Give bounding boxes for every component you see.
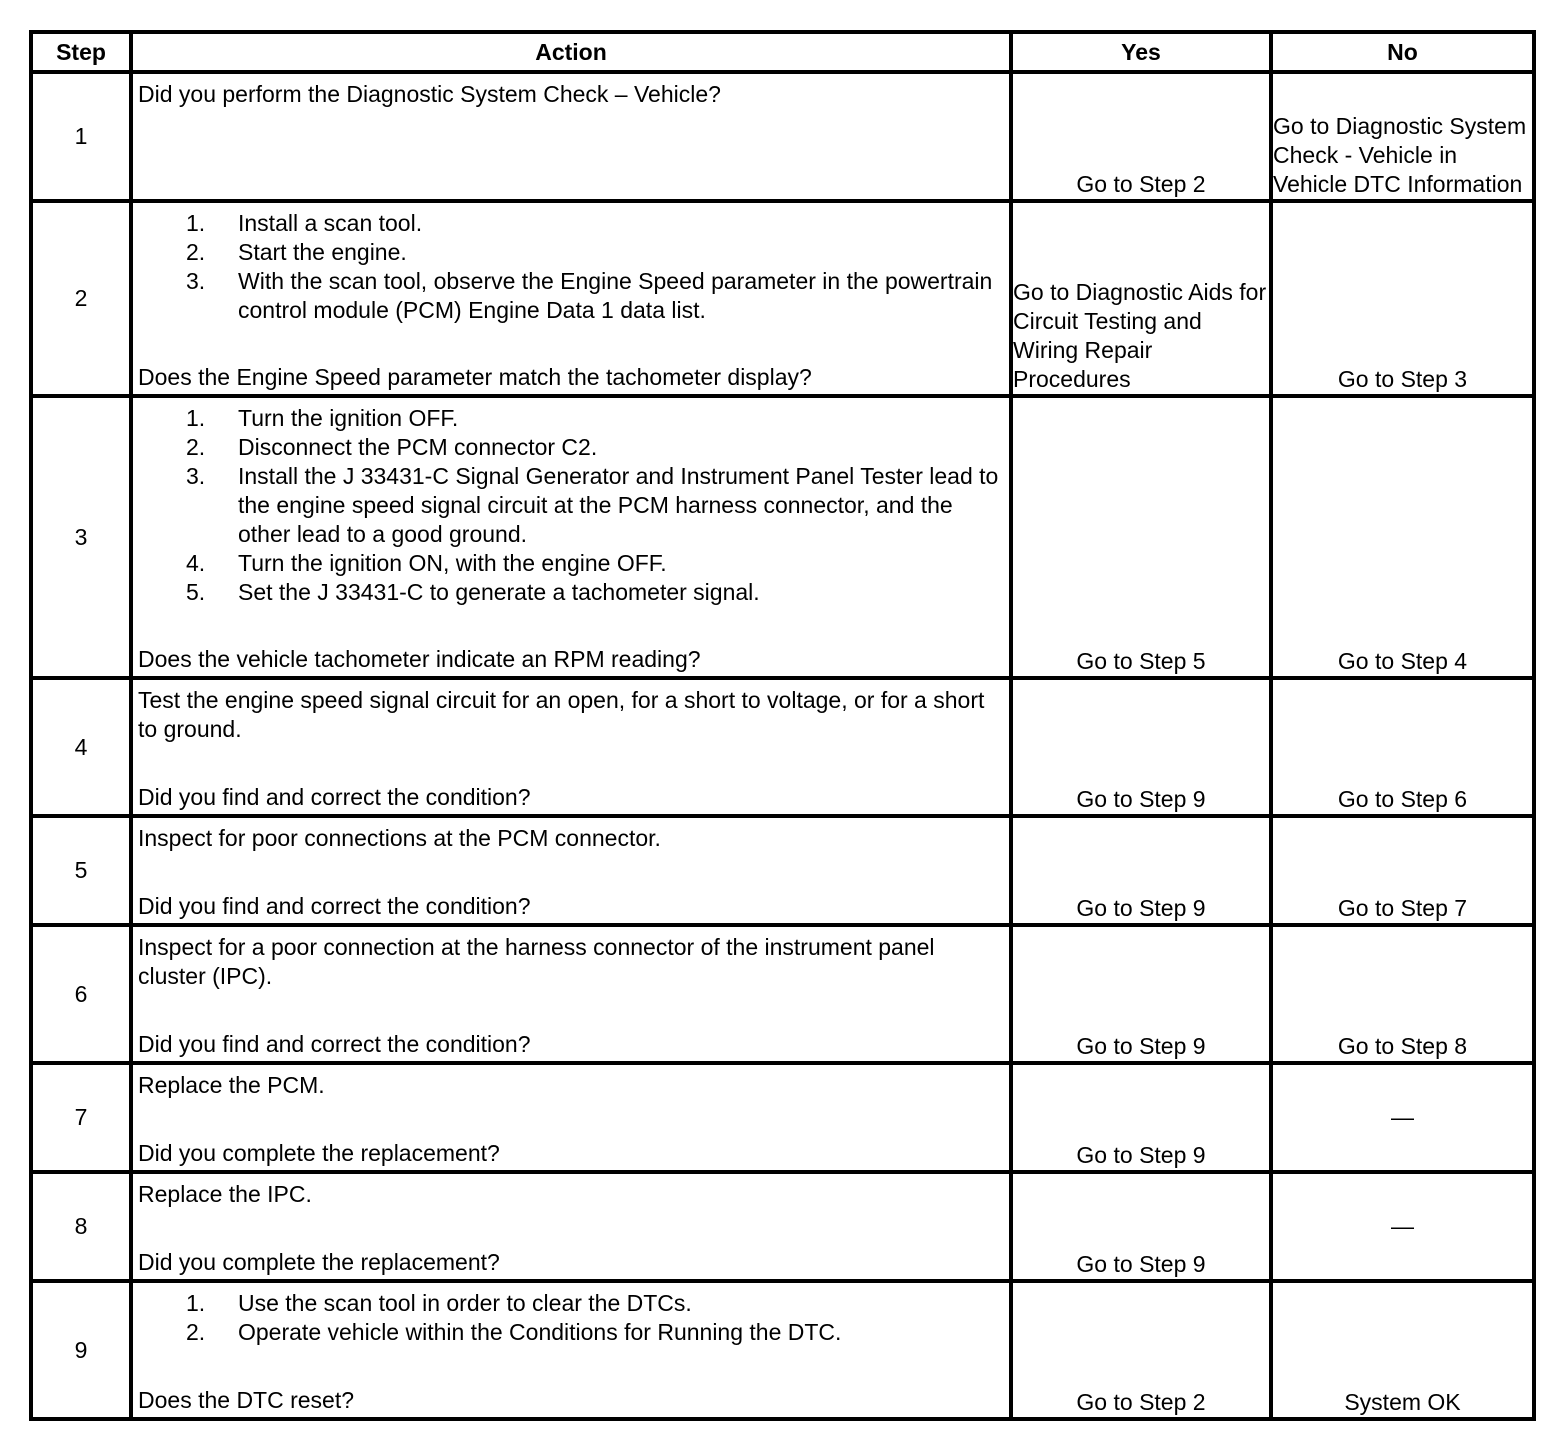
table-row (31, 816, 1534, 925)
step-number: 8 (31, 1172, 131, 1281)
action-cell (131, 1063, 1011, 1172)
action-step-item: 1. Turn the ignition OFF. (186, 405, 459, 431)
table-row (31, 1063, 1534, 1172)
yes-outcome: Go to Step 5 (1011, 396, 1271, 678)
table-row (31, 1281, 1534, 1419)
action-step-item: 5. Set the J 33431-C to generate a tachometer signal. (186, 579, 760, 605)
action-steps (138, 1289, 1004, 1347)
action-question: Did you complete the replacement? (138, 1140, 500, 1166)
action-cell (131, 1172, 1011, 1281)
table-row (31, 72, 1534, 201)
action-instruction: Replace the IPC. (138, 1181, 312, 1207)
action-question: Did you perform the Diagnostic System Check – Vehicle? (138, 81, 721, 107)
action-step-item: 3. Install the J 33431-C Signal Generator and Instrument Panel Tester lead to the engine speed signal circuit at the PCM harness connector, and the other lead to a good ground. (186, 463, 999, 547)
header-row (31, 32, 1534, 72)
no-outcome: Go to Step 7 (1271, 816, 1534, 925)
step-number: 5 (31, 816, 131, 925)
action-instruction: Inspect for poor connections at the PCM connector. (138, 825, 661, 851)
action-steps (138, 404, 1004, 607)
header-step: Step (31, 32, 131, 72)
action-cell (131, 678, 1011, 816)
table-row (31, 201, 1534, 396)
diagnostic-table (29, 30, 1536, 1421)
action-instruction: Test the engine speed signal circuit for an open, for a short to voltage, or for a short to ground. (138, 687, 985, 742)
action-question: Did you find and correct the condition? (138, 784, 531, 810)
step-number: 1 (31, 72, 131, 201)
step-number: 7 (31, 1063, 131, 1172)
action-cell (131, 1281, 1011, 1419)
no-outcome: Go to Step 6 (1271, 678, 1534, 816)
action-cell (131, 816, 1011, 925)
no-outcome: Go to Step 3 (1271, 201, 1534, 396)
yes-outcome: Go to Step 9 (1011, 1063, 1271, 1172)
yes-outcome: Go to Step 2 (1011, 72, 1271, 201)
action-steps (138, 209, 1004, 325)
action-step-item: 3. With the scan tool, observe the Engine Speed parameter in the powertrain control module (PCM) Engine Data 1 data list. (186, 268, 993, 323)
yes-outcome: Go to Step 9 (1011, 678, 1271, 816)
step-number: 6 (31, 925, 131, 1063)
step-number: 2 (31, 201, 131, 396)
action-cell (131, 925, 1011, 1063)
no-outcome: Go to Step 4 (1271, 396, 1534, 678)
step-number: 3 (31, 396, 131, 678)
action-question: Does the vehicle tachometer indicate an RPM reading? (138, 646, 701, 672)
header-yes: Yes (1011, 32, 1271, 72)
action-step-item: 2. Disconnect the PCM connector C2. (186, 434, 598, 460)
step-number: 9 (31, 1281, 131, 1419)
header-no: No (1271, 32, 1534, 72)
yes-outcome: Go to Step 9 (1011, 1172, 1271, 1281)
action-cell (131, 72, 1011, 201)
header-action: Action (131, 32, 1011, 72)
no-outcome: Go to Step 8 (1271, 925, 1534, 1063)
yes-outcome: Go to Diagnostic Aids for Circuit Testing and Wiring Repair Procedures (1011, 201, 1271, 396)
action-step-item: 2. Operate vehicle within the Conditions for Running the DTC. (186, 1319, 842, 1345)
no-outcome: — (1271, 1063, 1534, 1172)
action-question: Does the DTC reset? (138, 1387, 355, 1413)
action-instruction: Replace the PCM. (138, 1072, 325, 1098)
table-row (31, 678, 1534, 816)
action-step-item: 1. Use the scan tool in order to clear the DTCs. (186, 1290, 692, 1316)
action-question: Did you find and correct the condition? (138, 893, 531, 919)
action-cell (131, 201, 1011, 396)
action-step-item: 4. Turn the ignition ON, with the engine OFF. (186, 550, 667, 576)
table-row (31, 925, 1534, 1063)
action-cell (131, 396, 1011, 678)
no-outcome: Go to Diagnostic System Check - Vehicle in Vehicle DTC Information (1271, 72, 1534, 201)
step-number: 4 (31, 678, 131, 816)
yes-outcome: Go to Step 2 (1011, 1281, 1271, 1419)
no-outcome: — (1271, 1172, 1534, 1281)
no-outcome: System OK (1271, 1281, 1534, 1419)
action-question: Did you find and correct the condition? (138, 1031, 531, 1057)
table-row (31, 396, 1534, 678)
yes-outcome: Go to Step 9 (1011, 925, 1271, 1063)
action-instruction: Inspect for a poor connection at the harness connector of the instrument panel cluster (IPC). (138, 934, 935, 989)
table-row (31, 1172, 1534, 1281)
action-step-item: 1. Install a scan tool. (186, 210, 423, 236)
action-question: Does the Engine Speed parameter match the tachometer display? (138, 364, 812, 390)
action-step-item: 2. Start the engine. (186, 239, 407, 265)
yes-outcome: Go to Step 9 (1011, 816, 1271, 925)
action-question: Did you complete the replacement? (138, 1249, 500, 1275)
